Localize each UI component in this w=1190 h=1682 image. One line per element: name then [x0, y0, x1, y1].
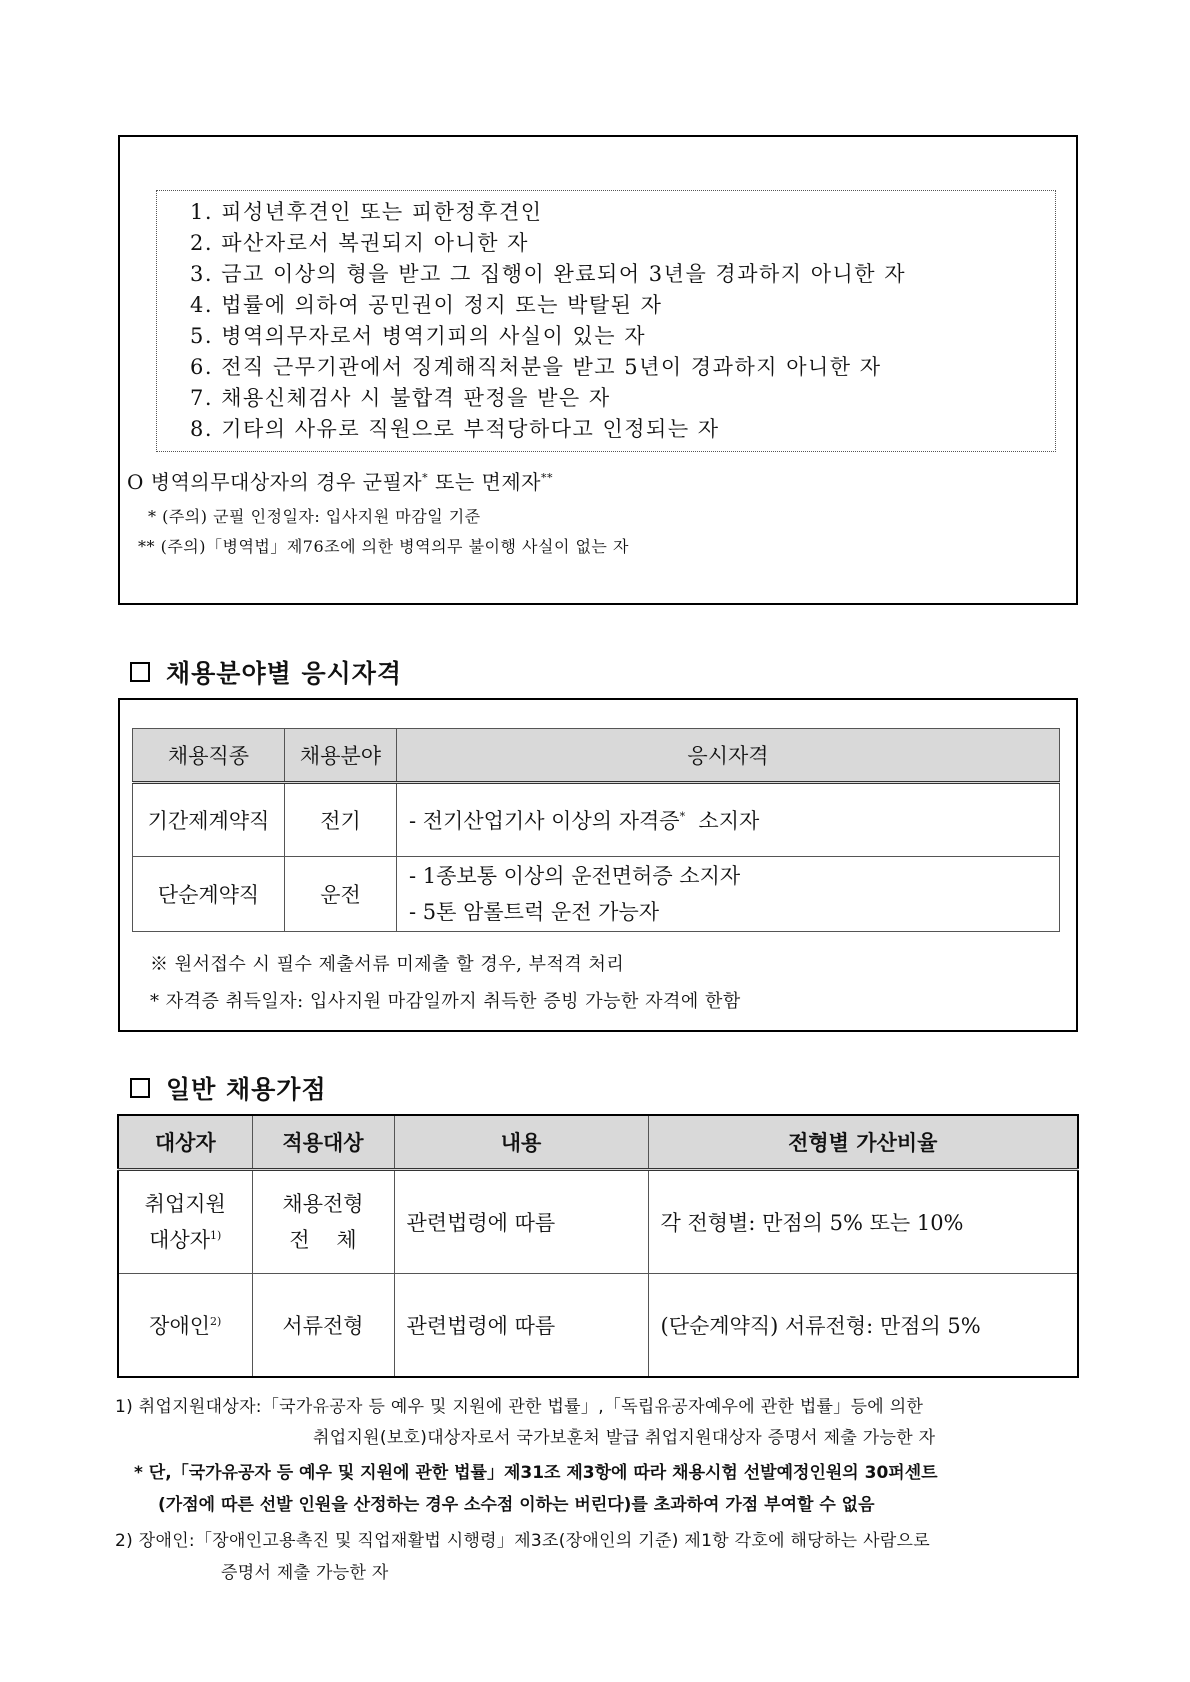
section-heading-qualifications: 채용분야별 응시자격 [130, 654, 402, 690]
list-item: 7. 채용신체검사 시 불합격 판정을 받은 자 [190, 386, 611, 410]
job-type-cell: 기간제계약직 [133, 783, 285, 857]
content-cell: 관련법령에 따름 [394, 1274, 648, 1378]
table-row [118, 1170, 1078, 1274]
military-note-1: * (주의) 군필 인정일자: 입사지원 마감일 기준 [148, 507, 481, 526]
list-item: 2. 파산자로서 복권되지 아니한 자 [190, 231, 529, 255]
footnote-1-line-1: 1) 취업지원대상자:「국가유공자 등 예우 및 지원에 관한 법률」,「독립유공자예우에 관한 법률」등에 의한 [115, 1397, 924, 1417]
checkbox-square-icon [130, 662, 150, 682]
list-item: 4. 법률에 의하여 공민권이 정지 또는 박탈된 자 [190, 293, 663, 317]
footnote-1-bold-line-2: (가점에 따른 선발 인원을 산정하는 경우 소수점 이하는 버린다)를 초과하여 가점 부여할 수 없음 [158, 1495, 875, 1515]
column-header: 응시자격 [397, 729, 1060, 783]
table-row [118, 1274, 1078, 1378]
column-header: 적용대상 [252, 1115, 394, 1170]
job-field-cell: 운전 [285, 857, 397, 932]
column-header: 채용분야 [285, 729, 397, 783]
table-header-row [118, 1115, 1078, 1170]
table-header-row [133, 729, 1060, 783]
target-cell: 취업지원 대상자$^{1)}$ [118, 1170, 252, 1274]
list-item: 1. 피성년후견인 또는 피한정후견인 [190, 200, 543, 224]
qualification-note-2: * 자격증 취득일자: 입사지원 마감일까지 취득한 증빙 가능한 자격에 한함 [150, 991, 741, 1012]
column-header: 내용 [394, 1115, 648, 1170]
qualification-cell: - 1종보통 이상의 운전면허증 소지자 - 5톤 암롤트럭 운전 가능자 [397, 857, 1060, 932]
footnote-2-line-1: 2) 장애인:「장애인고용촉진 및 직업재활법 시행령」제3조(장애인의 기준) 제1항 각호에 해당하는 사람으로 [115, 1531, 930, 1551]
section-heading-bonus-points: 일반 채용가점 [130, 1070, 327, 1106]
qualifications-table [132, 728, 1060, 932]
list-item: 6. 전직 근무기관에서 징계해직처분을 받고 5년이 경과하지 아니한 자 [190, 355, 882, 379]
footnote-2-line-2: 증명서 제출 가능한 자 [221, 1563, 389, 1583]
list-item: 3. 금고 이상의 형을 받고 그 집행이 완료되어 3년을 경과하지 아니한 자 [190, 262, 907, 286]
ratio-cell: (단순계약직) 서류전형: 만점의 5% [648, 1274, 1078, 1378]
footnote-1-bold-line-1: * 단,「국가유공자 등 예우 및 지원에 관한 법률」제31조 제3항에 따라 채용시험 선발예정인원의 30퍼센트 [134, 1463, 938, 1483]
column-header: 전형별 가산비율 [648, 1115, 1078, 1170]
bonus-points-table [117, 1114, 1079, 1378]
footnote-1-line-2: 취업지원(보호)대상자로서 국가보훈처 발급 취업지원대상자 증명서 제출 가능한 자 [313, 1428, 936, 1448]
table-row [133, 857, 1060, 932]
apply-cell: 서류전형 [252, 1274, 394, 1378]
target-cell: 장애인$^{2)}$ [118, 1274, 252, 1378]
checkbox-square-icon [130, 1078, 150, 1098]
military-note-2: ** (주의)「병역법」제76조에 의한 병역의무 불이행 사실이 없는 자 [138, 537, 629, 556]
qualification-cell: - 전기산업기사 이상의 자격증* 소지자 [397, 783, 1060, 857]
job-type-cell: 단순계약직 [133, 857, 285, 932]
content-cell: 관련법령에 따름 [394, 1170, 648, 1274]
column-header: 채용직종 [133, 729, 285, 783]
list-item: 8. 기타의 사유로 직원으로 부적당하다고 인정되는 자 [190, 417, 720, 441]
apply-cell: 채용전형 전 체 [252, 1170, 394, 1274]
qualification-note-1: ※ 원서접수 시 필수 제출서류 미제출 할 경우, 부적격 처리 [150, 954, 625, 975]
job-field-cell: 전기 [285, 783, 397, 857]
military-service-line: O 병역의무대상자의 경우 군필자* 또는 면제자** [127, 470, 553, 494]
table-row [133, 783, 1060, 857]
ratio-cell: 각 전형별: 만점의 5% 또는 10% [648, 1170, 1078, 1274]
column-header: 대상자 [118, 1115, 252, 1170]
list-item: 5. 병역의무자로서 병역기피의 사실이 있는 자 [190, 324, 647, 348]
